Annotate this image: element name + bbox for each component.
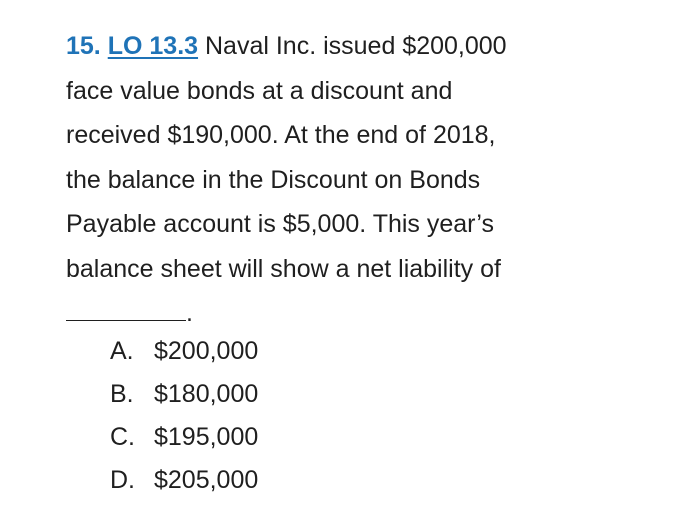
option-text: $195,000 (154, 423, 259, 451)
question-line-2: face value bonds at a discount and (66, 76, 453, 105)
question-line-4: the balance in the Discount on Bonds (66, 165, 481, 194)
option-d[interactable] (110, 459, 258, 502)
option-text: $180,000 (154, 380, 259, 408)
answer-options (110, 330, 258, 502)
question-line-3: received $190,000. At the end of 2018, (66, 121, 496, 149)
option-letter: A. (110, 337, 134, 365)
option-text: $205,000 (154, 466, 259, 494)
answer-blank-line (66, 291, 686, 336)
option-letter: C. (110, 423, 135, 451)
option-letter: D. (110, 466, 135, 494)
option-c[interactable] (110, 416, 258, 459)
answer-blank (66, 300, 186, 321)
question-line-5: Payable account is $5,000. This year’s (66, 210, 495, 238)
option-a[interactable] (110, 330, 258, 373)
question-text (66, 24, 686, 336)
question-line-1: Naval Inc. issued $200,000 (205, 32, 507, 60)
learning-objective-link[interactable]: LO 13.3 (107, 32, 199, 60)
blank-suffix: . (186, 299, 193, 327)
option-b[interactable] (110, 373, 258, 416)
question-number: 15. (66, 32, 101, 60)
option-letter: B. (110, 380, 134, 408)
question-line-6: balance sheet will show a net liability of (66, 254, 501, 283)
option-text: $200,000 (154, 337, 259, 365)
